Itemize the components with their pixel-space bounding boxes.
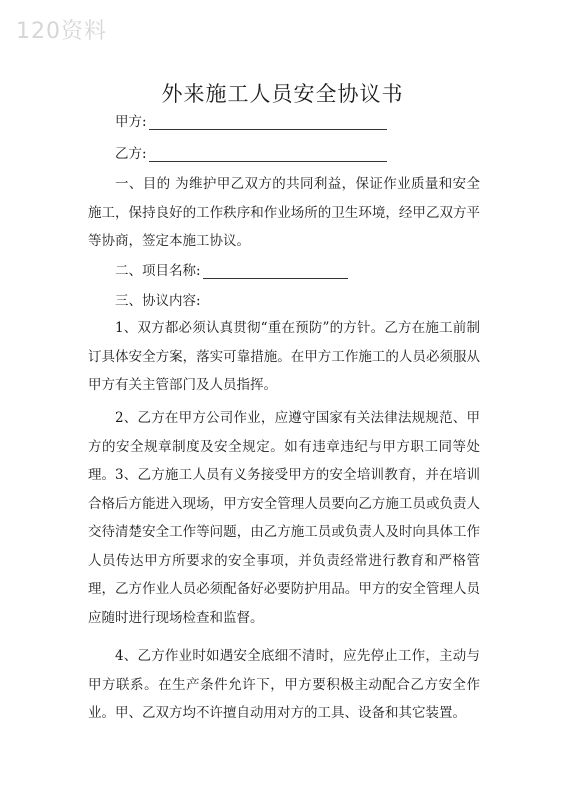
project-name-label: 二、项目名称:	[115, 263, 201, 279]
party-a-line	[115, 110, 387, 130]
clause-3: 3、乙方施工人员有义务接受甲方的安全培训教育，并在培训合格后方能进入现场，甲方安全管理人员要向乙方施工员或负责人交待清楚安全工作等问题，由乙方施工员或负责人及时向具体工作人员传达甲方所要求的安全事项，并负责经常进行教育和严格管理，乙方作业人员必须配备好必要防护用品。甲方的安全管理人员应随时进行现场检查和监督。	[88, 467, 480, 626]
project-name-line	[115, 259, 348, 279]
project-name-blank	[203, 264, 348, 279]
party-b-blank	[149, 147, 387, 162]
section-purpose: 一、目的 为维护甲乙双方的共同利益，保证作业质量和安全施工，保持良好的工作秩序和作业场所的卫生环境，经甲乙双方平等协商，签定本施工协议。	[88, 176, 480, 249]
agreement-content-label: 三、协议内容:	[115, 293, 201, 309]
clause-2: 2、乙方在甲方公司作业，应遵守国家有关法律法规规范、甲方的安全规章制度及安全规定。如有违章违纪与甲方职工同等处理。	[88, 410, 480, 483]
clause-4: 4、乙方作业时如遇安全底细不清时，应先停止工作，主动与甲方联系。在生产条件允许下，甲方要积极主动配合乙方安全作业。甲、乙双方均不许擅自动用对方的工具、设备和其它装置。	[88, 648, 480, 721]
party-a-label: 甲方:	[115, 114, 147, 130]
party-b-label: 乙方:	[115, 146, 147, 162]
agreement-content-heading	[115, 289, 201, 309]
document-title: 外来施工人员安全协议书	[161, 82, 404, 106]
clause-1: 1、双方都必须认真贯彻“重在预防”的方针。乙方在施工前制订具体安全方案，落实可靠措施。在甲方工作施工的人员必须服从甲方有关主管部门及人员指挥。	[88, 320, 480, 393]
party-b-line	[115, 142, 387, 162]
party-a-blank	[149, 115, 387, 130]
watermark-logo: 120资料	[16, 19, 107, 44]
